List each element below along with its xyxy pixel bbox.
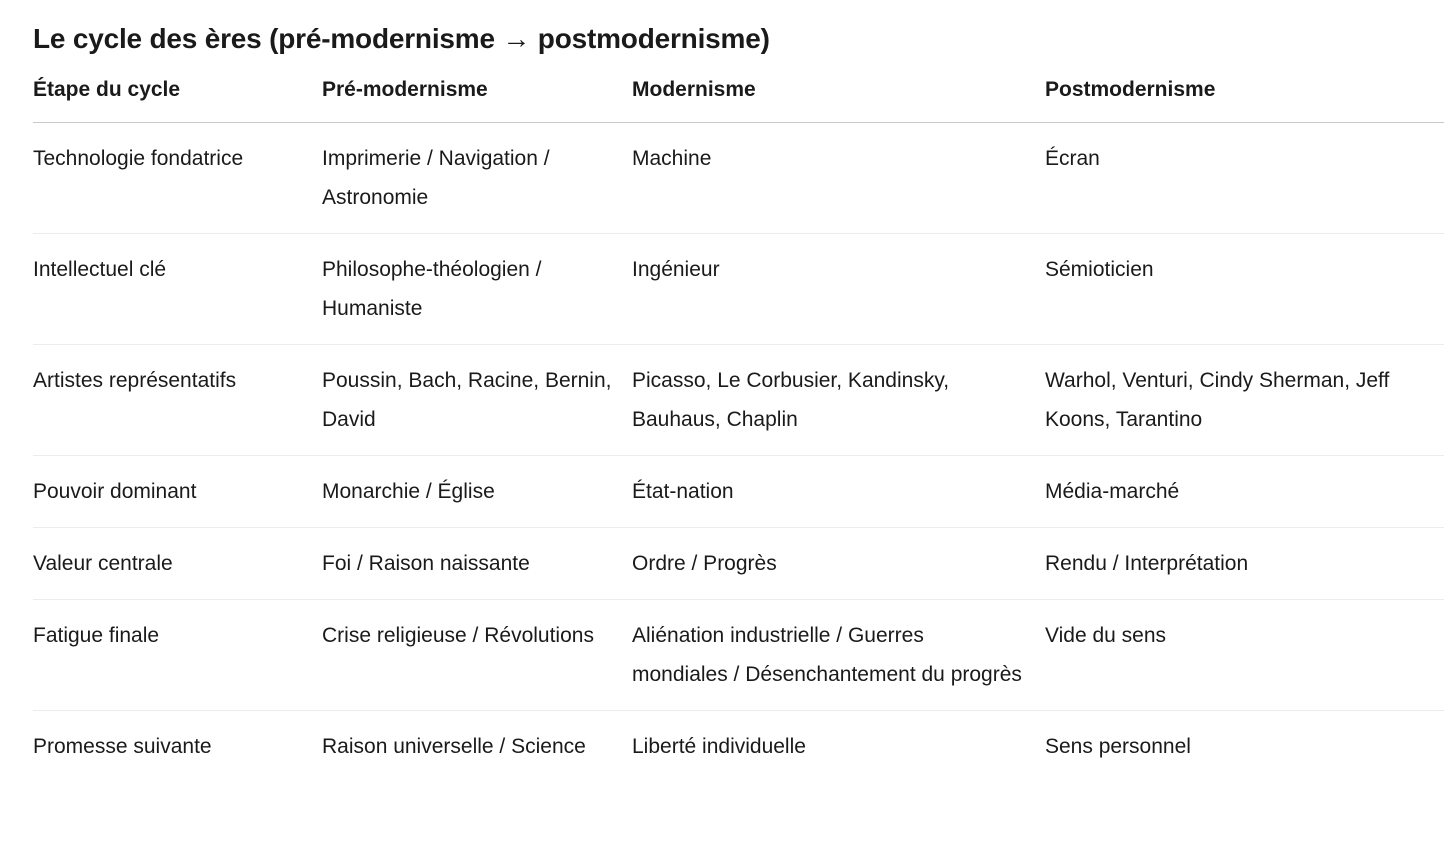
table-cell: Artistes représentatifs — [33, 345, 322, 456]
column-header: Postmodernisme — [1045, 76, 1444, 123]
table-header-row — [33, 76, 1444, 123]
column-header: Pré-modernisme — [322, 76, 632, 123]
page-title: Le cycle des ères (pré-modernisme → postmodernisme) — [33, 23, 770, 54]
table-cell: Philosophe-théologien / Humaniste — [322, 234, 632, 345]
table-cell: Fatigue finale — [33, 600, 322, 711]
table-cell: Machine — [632, 123, 1045, 234]
era-cycle-table — [33, 76, 1444, 782]
table-cell: Vide du sens — [1045, 600, 1444, 711]
table-row — [33, 528, 1444, 600]
table-cell: Raison universelle / Science — [322, 735, 586, 758]
table-row — [33, 345, 1444, 456]
table-row — [33, 456, 1444, 528]
table-cell: Poussin, Bach, Racine, Bernin, David — [322, 345, 632, 456]
table-cell: Média-marché — [1045, 456, 1444, 528]
table-cell: Écran — [1045, 123, 1444, 234]
table-cell: Picasso, Le Corbusier, Kandinsky, Bauhaus, Chaplin — [632, 345, 1045, 456]
table-cell: Technologie fondatrice — [33, 123, 322, 234]
table-row — [33, 234, 1444, 345]
table-row — [33, 123, 1444, 234]
table-cell: Rendu / Interprétation — [1045, 528, 1444, 600]
table-cell: Foi / Raison naissante — [322, 528, 632, 600]
table-cell: Sens personnel — [1045, 735, 1191, 758]
table-cell: Aliénation industrielle / Guerres mondiales / Désenchantement du progrès — [632, 600, 1045, 711]
table-row — [33, 711, 1444, 783]
table-cell: Ingénieur — [632, 234, 1045, 345]
table-cell: Pouvoir dominant — [33, 456, 322, 528]
table-cell: Intellectuel clé — [33, 234, 322, 345]
table-cell: Valeur centrale — [33, 528, 322, 600]
table-cell: Imprimerie / Navigation / Astronomie — [322, 123, 632, 234]
table-cell: Promesse suivante — [33, 735, 212, 758]
column-header: Étape du cycle — [33, 76, 322, 123]
table-row — [33, 600, 1444, 711]
table-cell: État-nation — [632, 456, 1045, 528]
table-cell: Ordre / Progrès — [632, 528, 1045, 600]
table-cell: Liberté individuelle — [632, 735, 806, 758]
table-cell: Warhol, Venturi, Cindy Sherman, Jeff Koons, Tarantino — [1045, 345, 1444, 456]
table-cell: Crise religieuse / Révolutions — [322, 600, 632, 711]
column-header: Modernisme — [632, 76, 1045, 123]
table-cell: Sémioticien — [1045, 234, 1444, 345]
table-cell: Monarchie / Église — [322, 456, 632, 528]
